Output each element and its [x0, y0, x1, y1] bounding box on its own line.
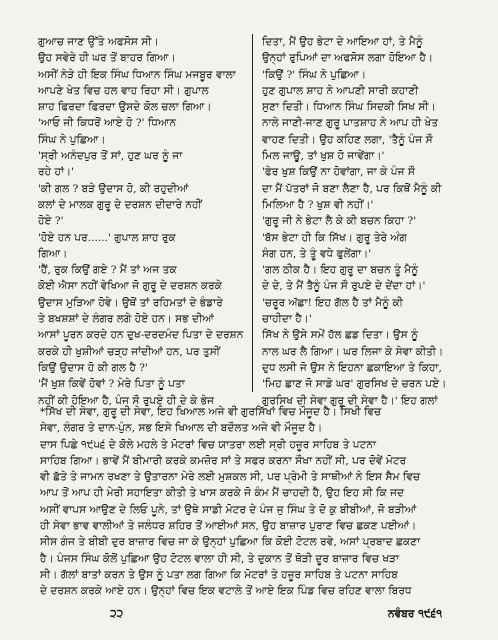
- text-line: ਦਾਸ ਪਿਛੇ ੧੯੫੬ ਦੇ ਕੋਲੇ ਮਹਲੇ ਤੇ ਮੋਟਰਾਂ ਵਿਚ ਯਾਤਰਾ ਲਈ ਸ੍ਰੀ ਹਜ਼ੂਰ ਸਾਹਿਬ ਤੇ ਪਟਨਾ: [40, 438, 377, 451]
- text-line: ਸੀਸ ਗੰਜ ਤੇ ਬੀਬੀ ਦੁਰ ਬਾਜ਼ਾਰ ਵਿਚ ਜਾ ਕੇ ਉਨ੍ਹਾਂ ਪੁਛਿਆ ਕਿ ਕੋਈ ਟੋਟਲ ਰਵੇ, ਅਸਾਂ ਪ੍ਰਬਾਦ ਛਕਣਾ: [40, 536, 421, 549]
- left-text-column: [38, 34, 244, 409]
- text-line: ਗਿਆ।: [38, 247, 68, 260]
- text-line: ਉਹ ਸਵੇਰੇ ਹੀ ਘਰ ਤੋਂ ਬਾਹਰ ਗਿਆ।: [38, 52, 176, 65]
- column-divider: [252, 34, 253, 392]
- text-line: ਹੁਣ ਗੁਪਾਲ ਸ਼ਾਹ ਨੇ ਆਪਣੀ ਸਾਰੀ ਕਹਾਣੀ: [262, 84, 419, 97]
- text-line: ਉਨ੍ਹਾਂ ਰੁਪਿਆਂ ਦਾ ਅਫਸੋਸ ਲਗਾ ਹੋਇਆ ਹੈ।: [262, 52, 433, 65]
- text-line: ਅਸੀਂ ਵਾਪਸ ਆਉਣ ਦੇ ਲਿਓ ਪੂਨੇ, ਤਾਂ ਉਥੇ ਸਾਡੀ ਮੋਟਰ ਦੇ ਪੰਜ ਜੁ ਸਿੰਘ ਤੇ ਦੋ ਕੁ ਬੀਬੀਆਂ, ਜੋ ਬੜੀਆਂ: [40, 503, 417, 516]
- text-line: ਦੇ ਦੇ, ਤੇ ਮੈਂ ਤੈਨੂੰ ਪੰਜ ਸੌ ਰੁਪਏ ਦੇ ਦੇਂਦਾ ਹਾਂ।': [262, 280, 426, 293]
- text-line: ਰਹੇ ਹਾਂ।': [38, 166, 74, 179]
- footnote-text-block: [40, 404, 470, 600]
- text-line: 'ਹੈਂ, ਰੁਕ ਕਿਉਂ ਗਏ ? ਮੈਂ ਤਾਂ ਅਜ ਤਕ: [38, 264, 177, 277]
- text-line: 'ਚਰੂਰ ਅੱਛਾ! ਇਹ ਗੱਲ ਹੈ ਤਾਂ ਮੈਨੂੰ ਕੀ: [262, 296, 403, 309]
- text-line: 'ਮਿਹ ਛਾਣ ਜੋ ਸਾਡੇ ਘਰ' ਗੁਰਸਿਖ ਦੇ ਚਰਨ ਪਏ।: [262, 378, 447, 391]
- text-line: ਵੀ ਛੱਤੇ ਤੇ ਜਾਮਨ ਰਖਣਾ ਤੇ ਉਤਾਰਨਾ ਮੇਰੇ ਲਈ ਮੁਸ਼ਕਲ ਸੀ, ਪਰ ਪ੍ਰੇਮੀ ਤੇ ਸਾਥੀਆਂ ਨੇ ਇਸ ਸੈਮ ਵਿਚ: [40, 471, 421, 484]
- text-line: *ਸਿੱਖ ਦੀ ਸੇਵਾ, ਗੁਰੂ ਦੀ ਸੇਵਾ, ਇਹ ਖਿਆਲ ਅਜੇ ਵੀ ਗੁਰਸਿੱਖਾਂ ਵਿਚ ਮੌਜੂਦ ਹੈ। ਸਿਖੀ ਵਿਚ: [40, 406, 382, 418]
- text-line: ਮਿਲਿਆ ਹੈ ? ਖੁਸ਼ ਵੀ ਨਹੀਂ।': [262, 198, 374, 211]
- text-line: ਦੇ ਦਰਸ਼ਨ ਕਰਕੇ ਆਏ ਹਨ। ਉਨ੍ਹਾਂ ਵਿਚ ਇਕ ਵਟਾਲੇ ਤੋਂ ਆਏ ਇਕ ਪਿੰਡ ਵਿਚ ਰਹਿਣ ਵਾਲਾ ਬਿਰਧ: [40, 585, 412, 598]
- text-line: ਮਿਲ ਜਾਊ, ਤਾਂ ਖੁਸ਼ ਹੋ ਜਾਵੇਂਗਾ।': [262, 150, 385, 163]
- text-line: ਨਹੀਂ ਕੀ ਹੋਇਆ ਹੈ, ਪੰਜ ਸੌ ਰੁਪਏ ਹੀ ਦੇ ਕੇ ਭੇਜ: [38, 394, 215, 407]
- text-line: ਹੈ। ਪੰਜਸ ਸਿੰਘ ਕੋਲੋਂ ਪੁਛਿਆ ਉਹ ਟੋਟਲ ਵਾਲਾ ਹੀ ਸੀ, ਤੇ ਦੁਕਾਨ ਤੋਂ ਥੋੜੀ ਦੂਰ ਬਾਜ਼ਾਰ ਵਿਚ ਖੜਾ: [40, 552, 400, 565]
- text-line: ਸੇਵਾ, ਲੰਗਰ ਤੇ ਦਾਨ-ਪੁੰਨ, ਸਭ ਇਸੇ ਖਿਆਲ ਦੀ ਬਦੌਲਤ ਅਜੇ ਵੀ ਮੌਜੂਦ ਹੈ।: [40, 422, 323, 435]
- text-line: 'ਗਲ ਠੀਕ ਹੈ। ਇਹ ਗੁਰੂ ਦਾ ਬਚਨ ਤੂੰ ਮੈਨੂੰ: [262, 264, 419, 277]
- right-text-column: [262, 34, 468, 409]
- text-line: ਗੁਆਚ ਜਾਣ ਉੱਤੇ ਅਫਸੋਸ ਸੀ।: [38, 36, 159, 48]
- text-line: 'ਬੱਸ ਭੇਟਾ ਹੀ ਕਿ ਸਿੱਖ। ਗੁਰੂ ਤੇਰੇ ਅੰਗ: [262, 231, 407, 244]
- issue-date: ਨਵੰਬਰ ੧੯੬੧: [388, 608, 442, 620]
- text-line: ਦਾ ਮੈਂ ਪੱਤਰਾਂ ਜੋ ਬਣਾ ਲੈਣਾ ਹੈ, ਪਰ ਕਿਥੋਂ ਮੈਨੂੰ ਕੀ: [262, 182, 442, 195]
- text-line: 'ਕਿਉਂ ?' ਸਿੰਘ ਨੇ ਪੁਛਿਆ।: [262, 68, 367, 81]
- text-line: ਗੁਰਸਿਖ ਦੀ ਸੇਵਾ ਗੁਰੂ ਦੀ ਸੇਵਾ ਹੈ।' ਇਹ ਗਲਾਂ: [262, 394, 438, 407]
- text-line: ਵਾਹਣ ਦਿਤੀ। ਉਹ ਕਹਿਣ ਲਗਾ, 'ਤੈਨੂੰ ਪੰਜ ਸੌ: [262, 133, 433, 146]
- text-line: ਸੀ। ਗੱਲਾਂ ਬਾਤਾਂ ਕਰਨ ਤੇ ਉਸ ਨੂੰ ਪਤਾ ਲਗ ਗਿਆ ਕਿ ਮੋਟਰਾਂ ਤੇ ਹਜ਼ੂਰ ਸਾਹਿਬ ਤੇ ਪਟਨਾ ਸਾਹਿਬ: [40, 568, 398, 581]
- text-line: 'ਮੈਂ ਖੁਸ਼ ਕਿਵੇਂ ਹੋਵਾਂ ? ਮੇਰੇ ਪਿਤਾ ਨੂੰ ਪਤਾ: [38, 378, 185, 391]
- text-line: ਅਸੀਂ ਨੇੜੇ ਹੀ ਇਕ ਸਿੰਘ ਧਿਆਨ ਸਿੰਘ ਮਜਬੂਰ ਵਾਲਾ: [38, 68, 236, 81]
- text-line: ਤੇ ਬਖਸ਼ਸ਼ਾਂ ਦੇ ਲੰਗਰ ਲਗੇ ਹੋਏ ਹਨ। ਸਭ ਦੀਆਂ: [38, 313, 214, 326]
- text-line: ਸੰਗ ਹਨ, ਤੇ ਤੂੰ ਵਧੇ ਫੁਲੇਂਗਾ।': [262, 247, 372, 260]
- text-line: ਚਾਹੀਦਾ ਹੈ।': [262, 313, 312, 326]
- text-line: ਕਲਾਂ ਦੇ ਮਾਲਕ ਗੁਰੂ ਦੇ ਦਰਸ਼ਨ ਦੀਦਾਰੇ ਨਹੀਂ: [38, 198, 202, 211]
- text-line: ਸਾਹਿਬ ਗਿਆ। ਭਾਵੇਂ ਮੈਂ ਬੀਮਾਰੀ ਕਰਕੇ ਕਮਜ਼ੋਰ ਸਾਂ ਤੇ ਸਫਰ ਕਰਨਾ ਸੌਖਾ ਨਹੀਂ ਸੀ, ਪਰ ਦੋਵੇਂ ਮੋਟਰ: [40, 454, 407, 467]
- text-line: 'ਹੋਏ ਹਨ ਪਰ......' ਗੁਪਾਲ ਸ਼ਾਹ ਰੁਕ: [38, 231, 176, 244]
- text-line: ਨਾਲ ਘਰ ਲੈ ਗਿਆ। ਘਰ ਲਿਜਾ ਕੇ ਸੇਵਾ ਕੀਤੀ।: [262, 345, 444, 358]
- text-line: ਆਪਣੇ ਖੇਤ ਵਿਚ ਹਲ ਵਾਹ ਰਿਹਾ ਸੀ। ਗੁਪਾਲ: [38, 84, 209, 97]
- text-line: 'ਫੇਰ ਖੁਸ਼ ਕਿਉਂ ਨਾ ਹੋਵਾਂਗਾ, ਜਾ ਕੇ ਪੰਜ ਸੌ: [262, 166, 415, 179]
- text-line: 'ਗੁਰੂ ਜੀ ਨੇ ਭੇਟਾ ਲੈ ਕੇ ਕੀ ਬਚਨ ਕਿਹਾ ?': [262, 215, 417, 228]
- text-line: ਦੁਧ ਲਸੀ ਜੋ ਉਸ ਨੇ ਇਹਨਾ ਛਕਾਇਆ ਤੇ ਕਿਹਾ,: [262, 361, 442, 374]
- text-line: ਹੋਏ ?': [38, 215, 64, 228]
- page-number: ੨੨: [110, 608, 124, 620]
- text-line: ਸਿੱਖ ਨੇ ਉਸੇ ਸਮੇਂ ਹੱਲ ਛਡ ਦਿਤਾ। ਉਸ ਨੂੰ: [262, 329, 418, 342]
- text-line: ਕੋਈ ਐਸਾ ਨਹੀਂ ਵੇਖਿਆ ਜੋ ਗੁਰੂ ਦੇ ਦਰਸ਼ਨ ਕਰਕੇ: [38, 280, 222, 293]
- page-footer: [0, 608, 498, 628]
- text-line: ਸ਼ਾਹ ਫਿਰਦਾ ਫਿਰਦਾ ਉਸਦੇ ਕੋਲ ਚਲਾ ਗਿਆ।: [38, 101, 212, 114]
- text-line: ਕਿਉਂ ਉਦਾਸ ਹੋ ਕੀ ਗਲ ਹੈ ?': [38, 361, 148, 374]
- text-line: ਸਿੰਘ ਨੇ ਪੁਛਿਆ।: [38, 133, 106, 146]
- text-line: ਹੀ ਸੇਵਾ ਭਾਵ ਵਾਲੀਆਂ ਤੇ ਜਲੰਧਰ ਸ਼ਹਿਰ ਤੋਂ ਆਈਆਂ ਸਨ, ਉਹ ਬਾਜ਼ਾਰ ਪੁਰਾਣ ਵਿਚ ਛਕਣ ਪਈਆਂ।: [40, 520, 417, 533]
- text-line: ਦਿਤਾ, ਮੈਂ ਉਹ ਭੇਟਾ ਦੇ ਆਇਆ ਹਾਂ, ਤੇ ਮੈਨੂੰ: [262, 36, 423, 48]
- text-line: ਉਦਾਸ ਮੁੜਿਆ ਹੋਵੇ। ਉਥੋਂ ਤਾਂ ਰਹਿਮਤਾਂ ਦੇ ਭੰਡਾਰੇ: [38, 296, 223, 309]
- text-line: 'ਕੀ ਗਲ ? ਬੜੇ ਉਦਾਸ ਹੋ, ਕੀ ਰਹੁਦੀਆਂ: [38, 182, 189, 195]
- text-line: ਆਸਾਂ ਪੂਰਨ ਕਰਦੇ ਹਨ ਦੁਖ-ਦਰਦਮੰਦ ਪਿਤਾ ਦੇ ਦਰਸ਼ਨ: [38, 329, 244, 342]
- text-line: ਨਾਲੇ ਜਾਣੀ-ਜਾਣ ਗੁਰੂ ਪਾਤਸ਼ਾਹ ਨੇ ਆਪ ਹੀ ਖੇਤ: [262, 117, 439, 130]
- text-line: ਸੁਣਾ ਦਿਤੀ। ਧਿਆਨ ਸਿੰਘ ਸਿਦਕੀ ਸਿਖ ਸੀ।: [262, 101, 436, 114]
- text-line: ਕਰਕੇ ਹੀ ਖੁਸ਼ੀਆਂ ਚੜ੍ਹ ਜਾਂਦੀਆਂ ਹਨ, ਪਰ ਤੁਸੀਂ: [38, 345, 220, 358]
- text-line: 'ਆਓ ਜੀ ਕਿਧਰੋਂ ਆਏ ਹੋ ?' ਧਿਆਨ: [38, 117, 177, 130]
- text-line: 'ਸ੍ਰੀ ਅਨੰਦਪੁਰ ਤੋਂ ਸਾਂ, ਹੁਣ ਘਰ ਨੂੰ ਜਾ: [38, 150, 183, 163]
- text-line: ਆਪ ਤੋਂ ਆਪ ਹੀ ਮੇਰੀ ਸਹਾਇਤਾ ਕੀਤੀ ਤੇ ਖਾਸ ਕਰਕੇ ਜੋ ਕੰਮ ਮੈਂ ਚਾਹਦੀ ਹੈ, ਉਹ ਇਹ ਸੀ ਕਿ ਜਦ: [40, 487, 405, 500]
